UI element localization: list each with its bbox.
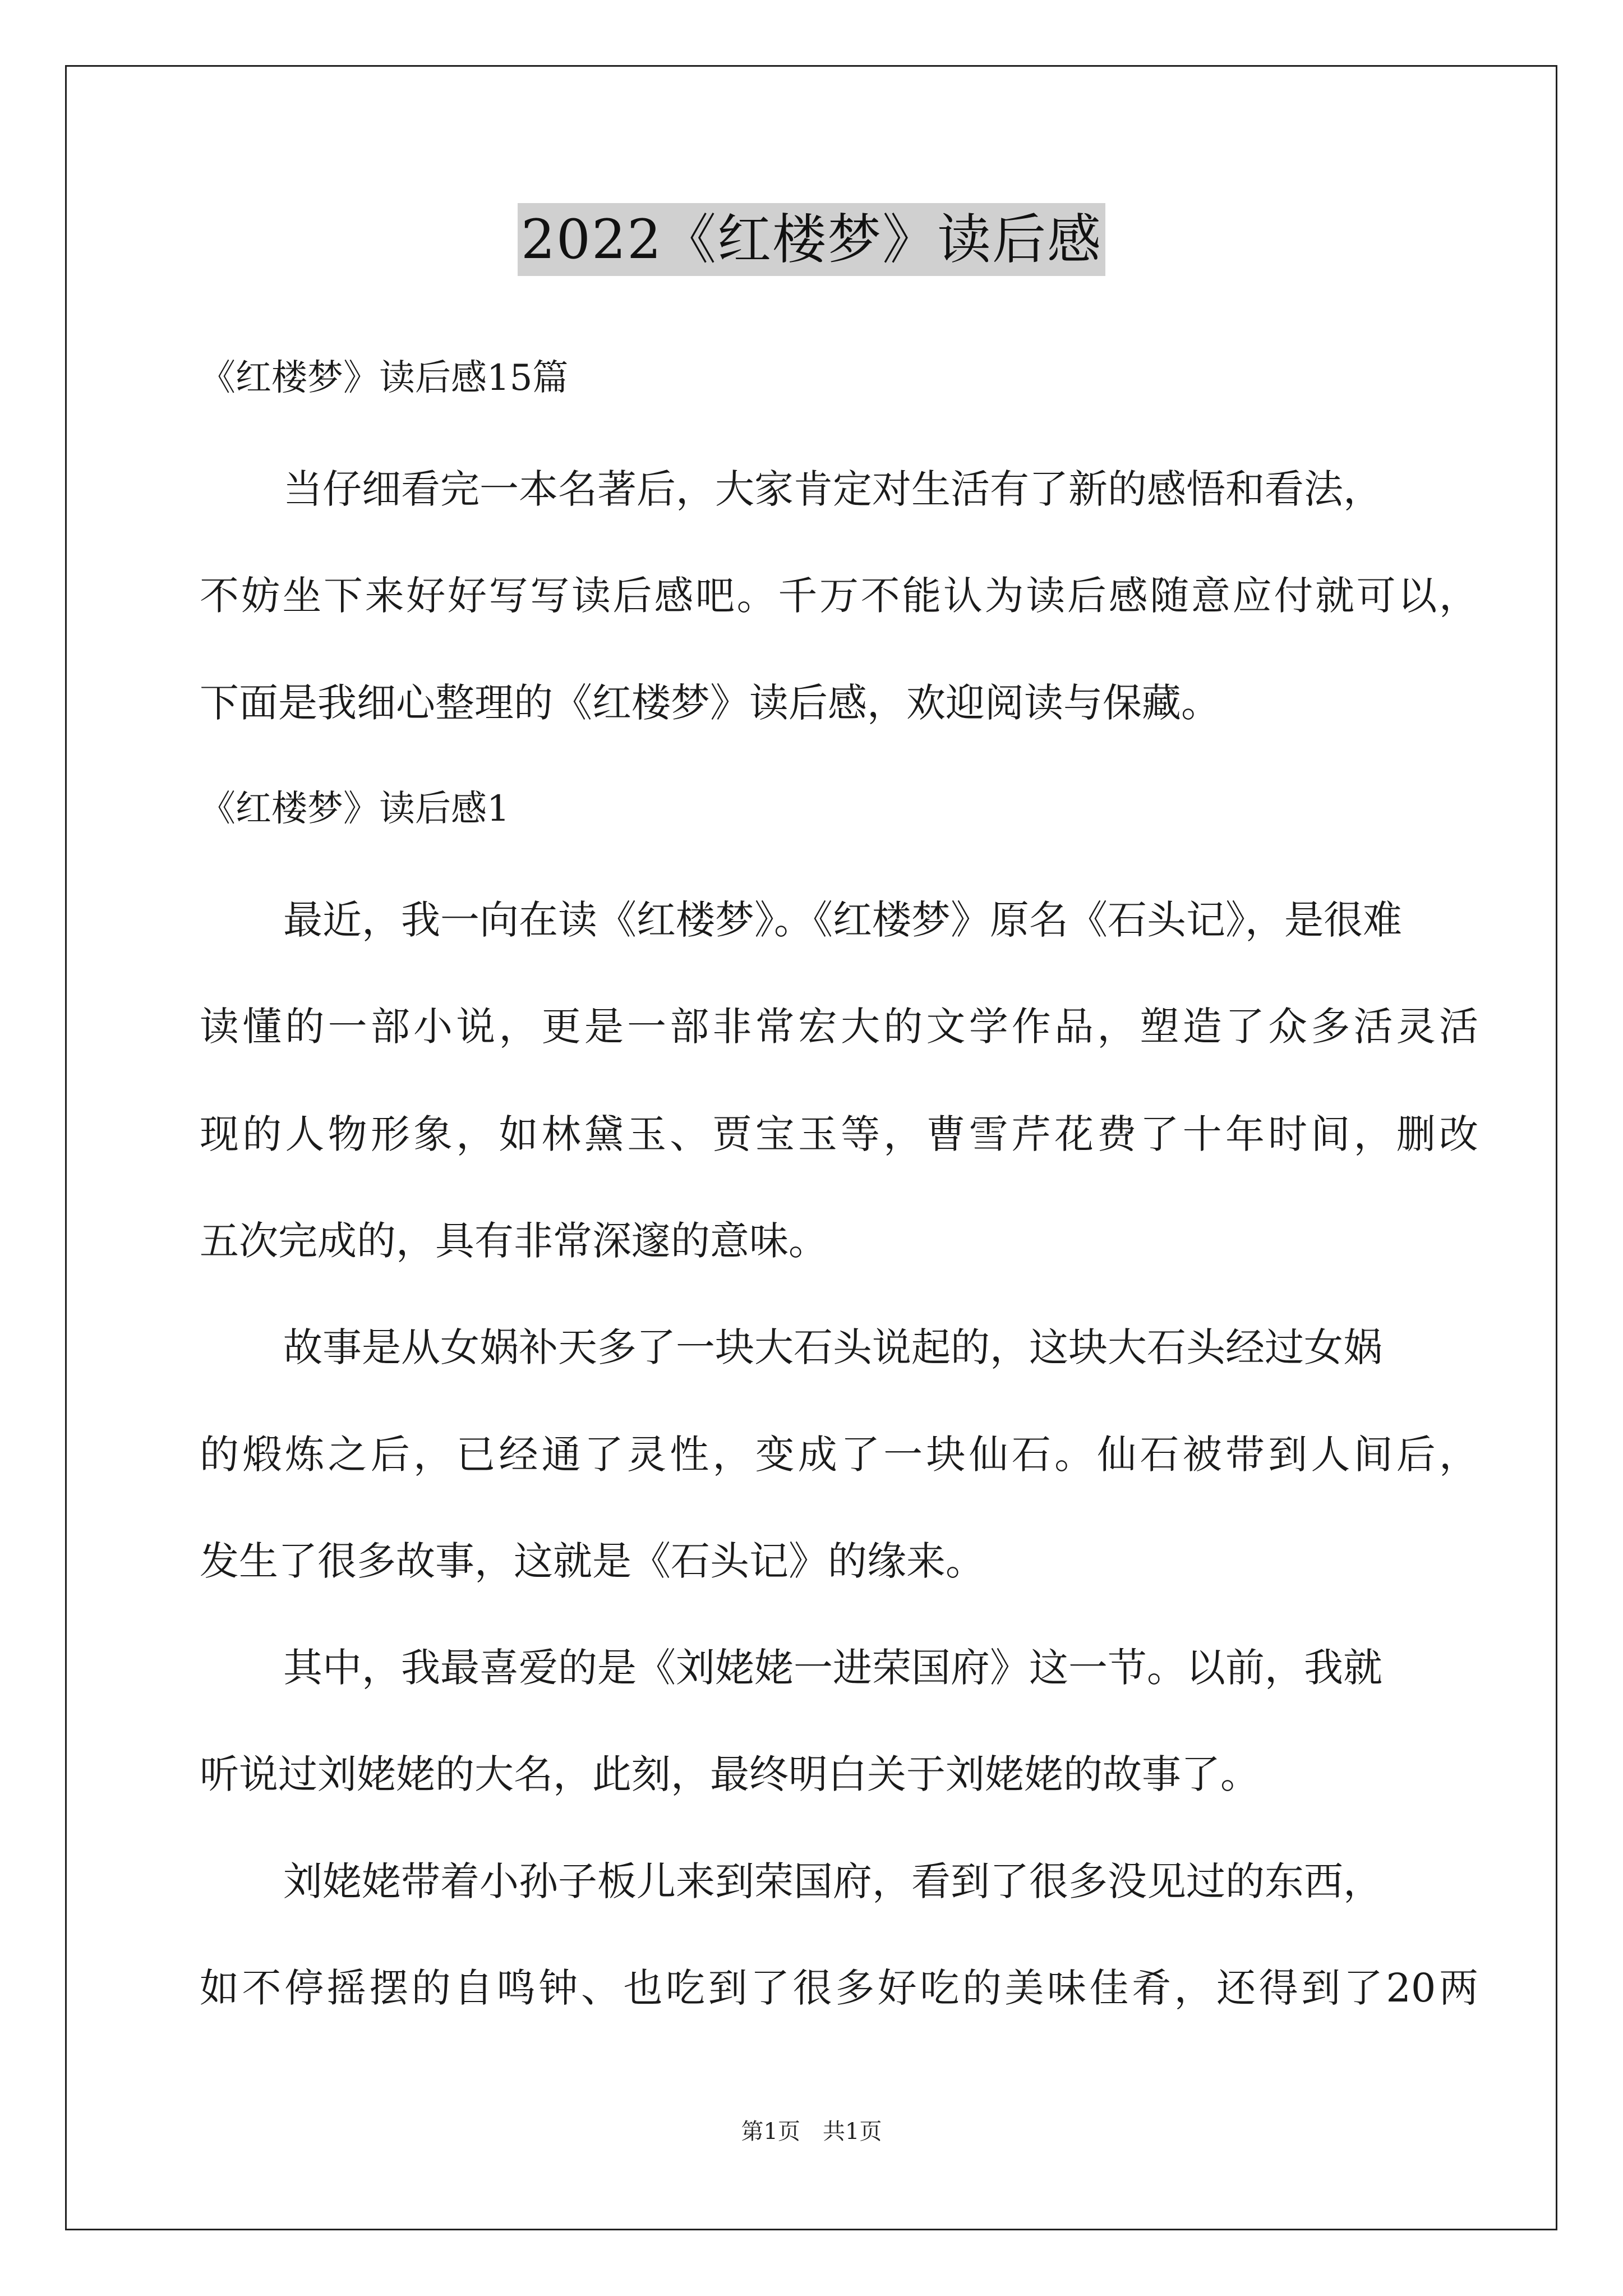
intro-line-3: 下面是我细心整理的《红楼梦》读后感，欢迎阅读与保藏。 bbox=[200, 680, 1220, 726]
page-total: 共1页 bbox=[823, 2119, 882, 2145]
paragraph-1-line-2: 读懂的一部小说，更是一部非常宏大的文学作品，塑造了众多活灵活 bbox=[200, 1004, 1478, 1050]
paragraph-3-line-2: 听说过刘姥姥的大名，此刻，最终明白关于刘姥姥的故事了。 bbox=[200, 1751, 1260, 1797]
paragraph-2-line-3: 发生了很多故事，这就是《石头记》的缘来。 bbox=[200, 1538, 985, 1584]
paragraph-1-line-3: 现的人物形象，如林黛玉、贾宝玉等，曹雪芹花费了十年时间，删改 bbox=[200, 1111, 1478, 1157]
paragraph-4-line-1: 刘姥姥带着小孙子板儿来到荣国府，看到了很多没见过的东西， bbox=[283, 1858, 1382, 1904]
paragraph-2-line-1: 故事是从女娲补天多了一块大石头说起的，这块大石头经过女娲 bbox=[283, 1324, 1382, 1370]
intro-line-1: 当仔细看完一本名著后，大家肯定对生活有了新的感悟和看法， bbox=[283, 466, 1382, 512]
page-number: 第1页 bbox=[741, 2119, 800, 2145]
paragraph-4-line-2: 如不停摇摆的自鸣钟、也吃到了很多好吃的美味佳肴，还得到了20两 bbox=[200, 1965, 1478, 2011]
subtitle: 《红楼梦》读后感15篇 bbox=[200, 357, 569, 399]
intro-line-2: 不妨坐下来好好写写读后感吧。千万不能认为读后感随意应付就可以， bbox=[200, 573, 1478, 619]
section-heading: 《红楼梦》读后感1 bbox=[200, 788, 510, 830]
paragraph-1-line-4: 五次完成的，具有非常深邃的意味。 bbox=[200, 1218, 828, 1264]
document-title: 2022《红楼梦》读后感 bbox=[518, 203, 1105, 276]
page-footer bbox=[0, 2115, 1623, 2148]
paragraph-3-line-1: 其中，我最喜爱的是《刘姥姥一进荣国府》这一节。以前，我就 bbox=[283, 1645, 1382, 1691]
paragraph-2-line-2: 的煅炼之后，已经通了灵性，变成了一块仙石。仙石被带到人间后， bbox=[200, 1432, 1478, 1478]
title-container bbox=[0, 203, 1623, 276]
paragraph-1-line-1: 最近，我一向在读《红楼梦》。《红楼梦》原名《石头记》，是很难 bbox=[283, 897, 1402, 943]
